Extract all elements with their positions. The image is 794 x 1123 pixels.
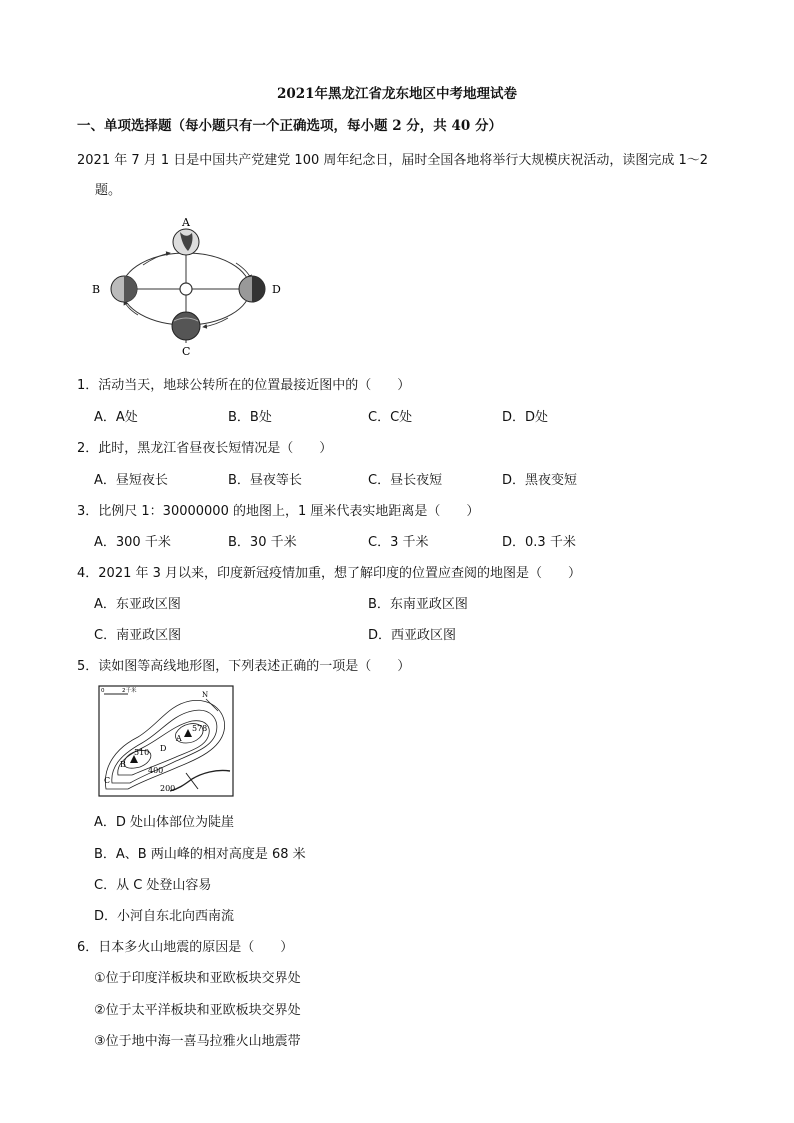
earth-b-icon xyxy=(111,276,137,302)
contour-map-figure xyxy=(98,685,234,797)
question-3-option-a: A．300 千米 xyxy=(94,535,171,550)
peak-a-label: A xyxy=(176,734,182,743)
intro-paragraph xyxy=(77,146,737,206)
question-3-option-b: B．30 千米 xyxy=(228,535,297,550)
question-6-item-1: ①位于印度洋板块和亚欧板块交界处 xyxy=(94,971,301,986)
question-5-stem: 5．读如图等高线地形图，下列表述正确的一项是（ ） xyxy=(77,659,411,674)
section-heading: 一、单项选择题（每小题只有一个正确选项，每小题 2 分，共 40 分） xyxy=(77,118,502,134)
question-2-option-c: C．昼长夜短 xyxy=(368,473,443,488)
earth-c-icon xyxy=(172,312,200,340)
question-5-option-c: C．从 C 处登山容易 xyxy=(94,878,212,893)
scale-label: 2千米 xyxy=(122,688,137,694)
orbit-arrow-3 xyxy=(203,318,228,327)
peak-b-height: 510 xyxy=(134,748,150,757)
question-4-option-a: A．东亚政区图 xyxy=(94,597,181,612)
point-c-label: C xyxy=(104,776,111,785)
question-4-stem: 4．2021 年 3 月以来，印度新冠疫情加重，想了解印度的位置应查阅的地图是（ ） xyxy=(77,566,582,581)
question-5-option-b: B．A、B 两山峰的相对高度是 68 米 xyxy=(94,847,306,862)
question-1-option-c: C．C处 xyxy=(368,410,413,425)
question-3-option-c: C．3 千米 xyxy=(368,535,429,550)
question-2-option-d: D．黑夜变短 xyxy=(502,473,578,488)
intro-line-1: 2021 年 7 月 1 日是中国共产党建党 100 周年纪念日，届时全国各地将举行大规模庆祝活动，读图完成 1～2 xyxy=(77,153,709,168)
question-6-item-3: ③位于地中海一喜马拉雅火山地震带 xyxy=(94,1034,301,1049)
earth-orbit-figure xyxy=(88,215,288,360)
question-6-stem: 6．日本多火山地震的原因是（ ） xyxy=(77,940,294,955)
intro-line-2: 题。 xyxy=(95,183,122,198)
peak-b-label: B xyxy=(120,760,126,769)
question-2-option-b: B．昼夜等长 xyxy=(228,473,302,488)
peak-a-height: 578 xyxy=(192,724,208,733)
question-5-option-d: D．小河自东北向西南流 xyxy=(94,909,235,924)
question-4-option-d: D．西亚政区图 xyxy=(368,628,457,643)
map-frame xyxy=(99,686,233,796)
question-3-stem: 3．比例尺 1：30000000 的地图上，1 厘米代表实地距离是（ ） xyxy=(77,504,480,519)
label-d: D xyxy=(272,283,281,296)
question-1-option-d: D．D处 xyxy=(502,410,549,425)
label-b: B xyxy=(92,283,101,296)
point-d-label: D xyxy=(160,744,167,753)
question-4-option-b: B．东南亚政区图 xyxy=(368,597,468,612)
question-4-option-c: C．南亚政区图 xyxy=(94,628,182,643)
question-3-option-d: D．0.3 千米 xyxy=(502,535,576,550)
scale-zero: 0 xyxy=(101,688,105,694)
page-title: 2021年黑龙江省龙东地区中考地理试卷 xyxy=(276,86,518,102)
question-2-stem: 2．此时，黑龙江省昼夜长短情况是（ ） xyxy=(77,441,333,456)
question-6-item-2: ②位于太平洋板块和亚欧板块交界处 xyxy=(94,1003,301,1018)
earth-a-icon xyxy=(173,229,199,255)
question-5-option-a: A．D 处山体部位为陡崖 xyxy=(94,815,235,830)
question-1-option-b: B．B处 xyxy=(228,410,272,425)
sun-icon xyxy=(180,283,192,295)
contour-400-label: 400 xyxy=(148,766,164,775)
question-2-option-a: A．昼短夜长 xyxy=(94,473,168,488)
question-1-stem: 1．活动当天，地球公转所在的位置最接近图中的（ ） xyxy=(77,378,411,393)
question-1-option-a: A．A处 xyxy=(94,410,138,425)
label-a: A xyxy=(182,216,190,229)
north-label: N xyxy=(202,691,209,699)
earth-d-icon xyxy=(239,276,265,302)
label-c: C xyxy=(182,345,191,358)
contour-200-label: 200 xyxy=(160,784,176,793)
